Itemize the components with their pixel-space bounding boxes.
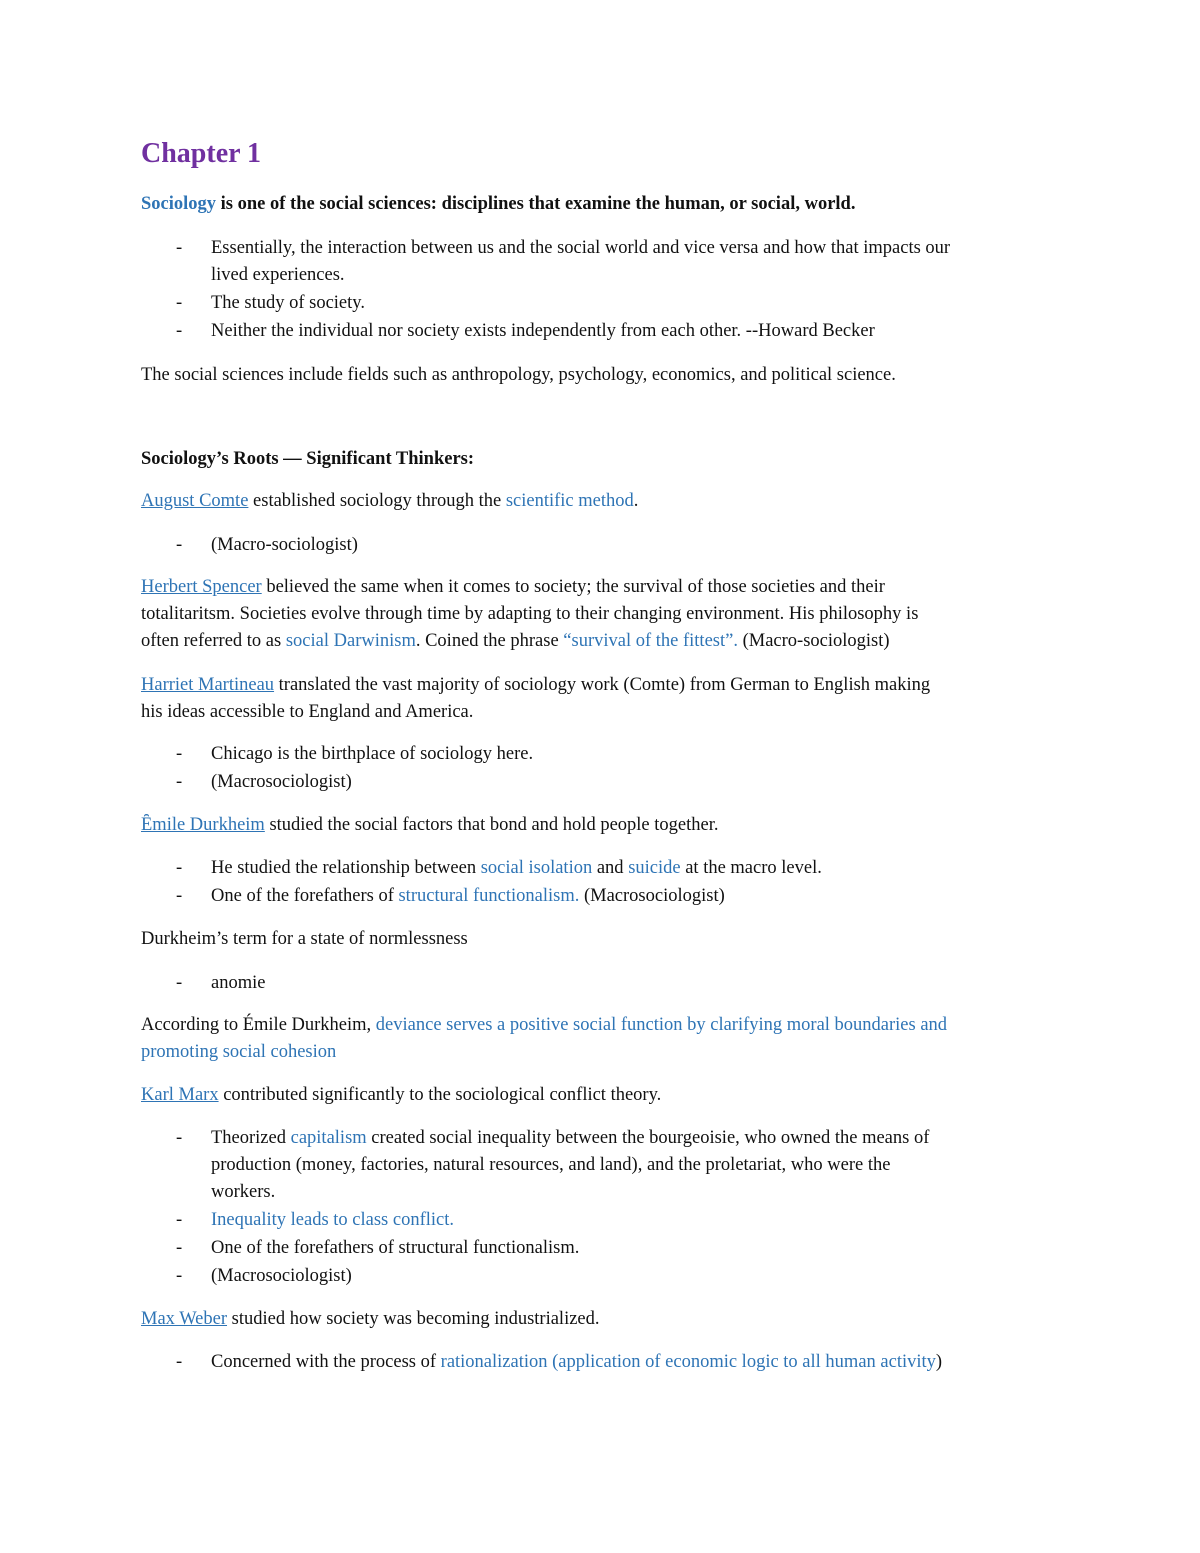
fields-paragraph: The social sciences include fields such as anthropology, psychology, economics, and political science. bbox=[141, 365, 896, 385]
scientific-method-term: scientific method bbox=[505, 491, 634, 511]
paragraph-text: (Macro-sociologist) bbox=[737, 631, 890, 651]
bullet-dash: - bbox=[176, 535, 183, 555]
marx-paragraph bbox=[141, 1082, 661, 1109]
section-heading: Sociology’s Roots — Significant Thinkers: bbox=[141, 449, 475, 469]
list-item: anomie bbox=[211, 973, 266, 993]
rationalization-term: rationalization (application of economic logic to all human activity bbox=[440, 1352, 936, 1372]
bullet-dash: - bbox=[176, 1266, 183, 1286]
list-item: Essentially, the interaction between us and the social world and vice versa and how that impacts our bbox=[211, 238, 951, 258]
list-item: One of the forefathers of structural functionalism. bbox=[211, 1238, 580, 1258]
bullet-dash: - bbox=[176, 973, 183, 993]
list-item: (Macro-sociologist) bbox=[211, 535, 358, 555]
list-item: (Macrosociologist) bbox=[211, 1266, 352, 1286]
martineau-paragraph-line: his ideas accessible to England and America. bbox=[141, 702, 474, 722]
bullet-dash: - bbox=[176, 1210, 183, 1230]
bullet-dash: - bbox=[176, 238, 183, 258]
bullet-dash: - bbox=[176, 1352, 183, 1372]
paragraph-text: Concerned with the process of bbox=[211, 1352, 441, 1372]
list-item bbox=[211, 1125, 929, 1152]
bullet-dash: - bbox=[176, 858, 183, 878]
sociology-definition bbox=[141, 191, 855, 218]
list-item-continuation: production (money, factories, natural resources, and land), and the proletariat, who were the bbox=[211, 1155, 891, 1175]
list-item: Chicago is the birthplace of sociology here. bbox=[211, 744, 534, 764]
bullet-dash: - bbox=[176, 886, 183, 906]
paragraph-text: Theorized bbox=[211, 1128, 291, 1148]
paragraph-text: contributed significantly to the sociological conflict theory. bbox=[218, 1085, 662, 1105]
martineau-link[interactable]: Harriet Martineau bbox=[141, 675, 275, 695]
paragraph-text: He studied the relationship between bbox=[211, 858, 481, 878]
spencer-paragraph-line bbox=[141, 574, 885, 601]
list-item-continuation: workers. bbox=[211, 1182, 276, 1202]
list-item: The study of society. bbox=[211, 293, 365, 313]
bullet-dash: - bbox=[176, 321, 183, 341]
anomie-prompt: Durkheim’s term for a state of normlessness bbox=[141, 929, 468, 949]
bullet-dash: - bbox=[176, 772, 183, 792]
marx-link[interactable]: Karl Marx bbox=[141, 1085, 219, 1105]
list-item-continuation: lived experiences. bbox=[211, 265, 345, 285]
paragraph-text: often referred to as bbox=[141, 631, 286, 651]
durkheim-link[interactable]: Ȇmile Durkheim bbox=[141, 815, 265, 835]
paragraph-text: ) bbox=[935, 1352, 943, 1372]
page-title: Chapter 1 bbox=[141, 138, 262, 169]
paragraph-text: One of the forefathers of bbox=[211, 886, 399, 906]
spencer-paragraph-line bbox=[141, 628, 890, 655]
martineau-paragraph-line bbox=[141, 672, 930, 699]
bullet-dash: - bbox=[176, 1128, 183, 1148]
spencer-paragraph-line: totalitaritsm. Societies evolve through time by adapting to their changing environment. His philosophy is bbox=[141, 604, 919, 624]
social-darwinism-term: social Darwinism bbox=[285, 631, 416, 651]
list-item bbox=[211, 855, 822, 882]
bullet-dash: - bbox=[176, 744, 183, 764]
paragraph-text: translated the vast majority of sociology work (Comte) from German to English making bbox=[274, 675, 931, 695]
social-isolation-term: social isolation bbox=[480, 858, 593, 878]
list-item bbox=[211, 1349, 942, 1376]
paragraph-text: According to Émile Durkheim, bbox=[141, 1015, 376, 1035]
paragraph-text: studied the social factors that bond and hold people together. bbox=[264, 815, 719, 835]
weber-link[interactable]: Max Weber bbox=[141, 1309, 228, 1329]
spencer-link[interactable]: Herbert Spencer bbox=[141, 577, 262, 597]
comte-paragraph bbox=[141, 488, 638, 515]
weber-paragraph bbox=[141, 1306, 600, 1333]
structural-functionalism-term: structural functionalism. bbox=[398, 886, 580, 906]
list-item: (Macrosociologist) bbox=[211, 772, 352, 792]
paragraph-text: created social inequality between the bourgeoisie, who owned the means of bbox=[366, 1128, 930, 1148]
deviance-term: deviance serves a positive social function by clarifying moral boundaries and bbox=[375, 1015, 948, 1035]
definition-text: is one of the social sciences: disciplines that examine the human, or social, world. bbox=[216, 194, 856, 214]
paragraph-text: (Macrosociologist) bbox=[579, 886, 725, 906]
paragraph-text: . Coined the phrase bbox=[415, 631, 564, 651]
deviance-paragraph-line: promoting social cohesion bbox=[141, 1042, 337, 1062]
paragraph-text: . bbox=[633, 491, 639, 511]
bullet-dash: - bbox=[176, 1238, 183, 1258]
sociology-term: Sociology bbox=[141, 194, 217, 214]
durkheim-paragraph bbox=[141, 812, 718, 839]
deviance-paragraph-line bbox=[141, 1012, 947, 1039]
list-item bbox=[211, 883, 725, 910]
capitalism-term: capitalism bbox=[290, 1128, 367, 1148]
paragraph-text: studied how society was becoming industrialized. bbox=[227, 1309, 600, 1329]
list-item: Inequality leads to class conflict. bbox=[211, 1210, 454, 1230]
bullet-dash: - bbox=[176, 293, 183, 313]
paragraph-text: established sociology through the bbox=[248, 491, 506, 511]
paragraph-text: believed the same when it comes to society; the survival of those societies and their bbox=[261, 577, 885, 597]
suicide-term: suicide bbox=[628, 858, 681, 878]
paragraph-text: at the macro level. bbox=[680, 858, 822, 878]
comte-link[interactable]: August Comte bbox=[141, 491, 249, 511]
paragraph-text: and bbox=[592, 858, 629, 878]
survival-fittest-term: “survival of the fittest”. bbox=[563, 631, 738, 651]
list-item: Neither the individual nor society exists independently from each other. --Howard Becker bbox=[211, 321, 875, 341]
